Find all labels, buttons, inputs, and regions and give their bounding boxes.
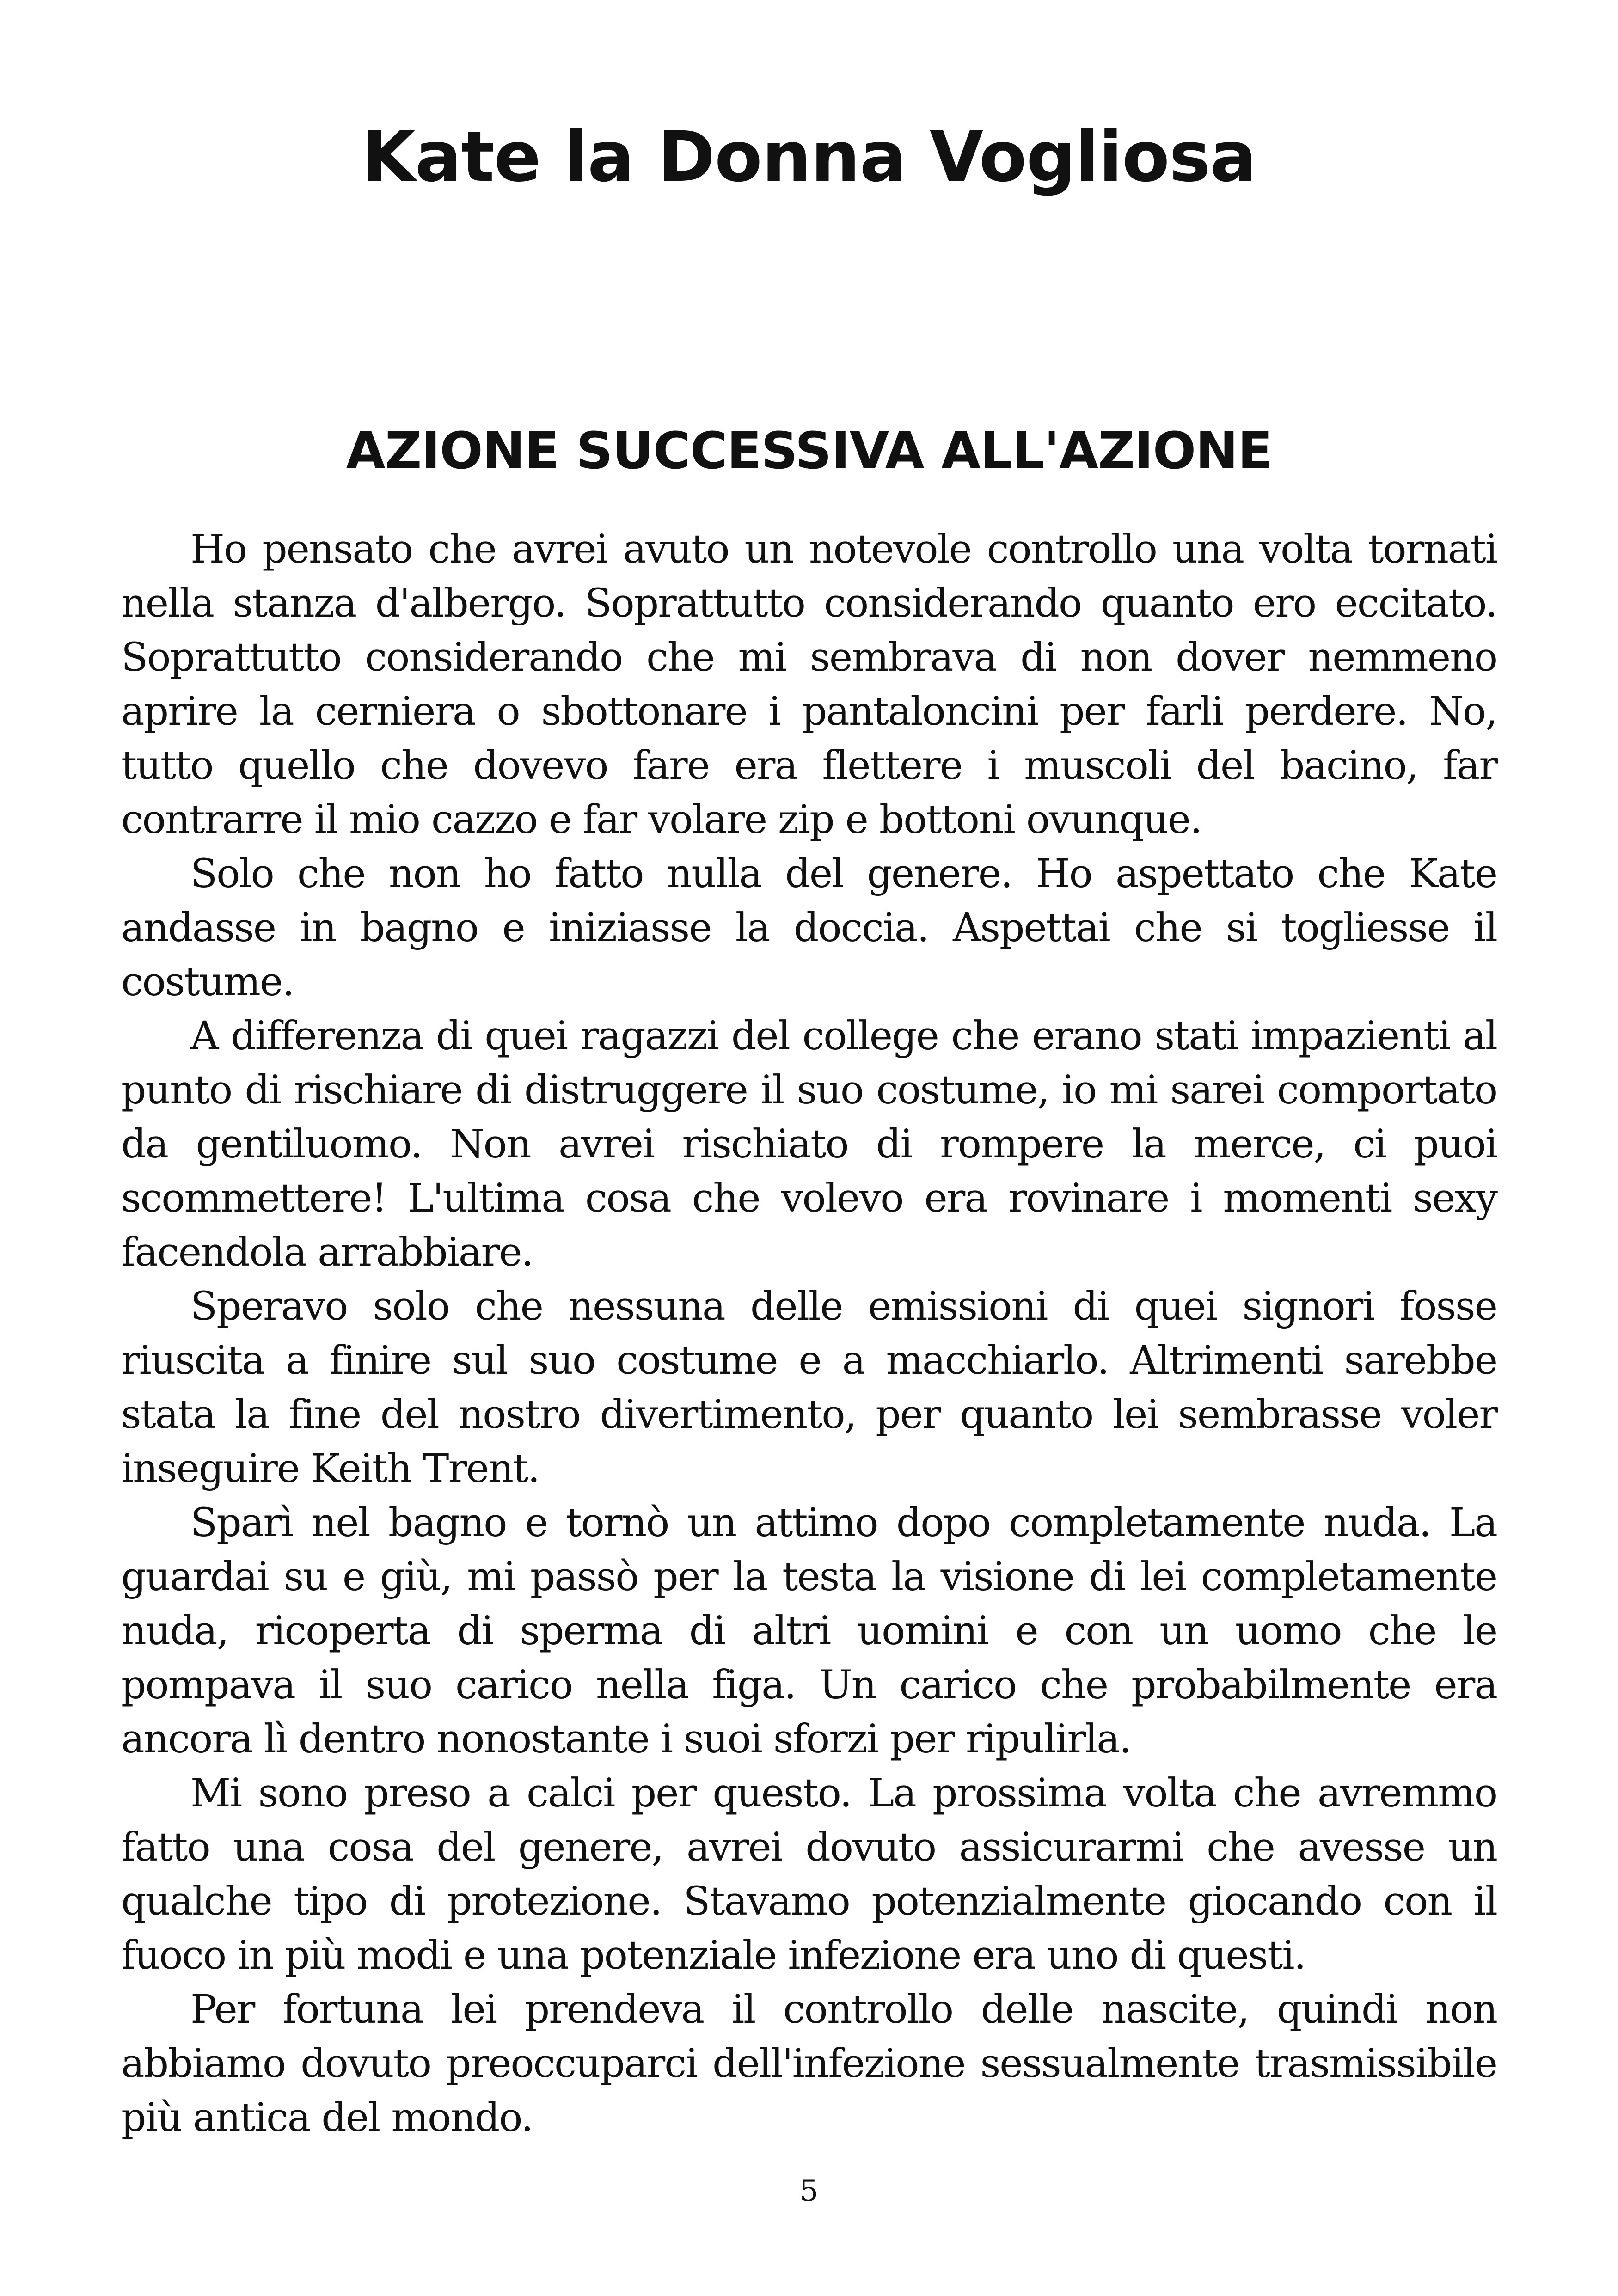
chapter-title: AZIONE SUCCESSIVA ALL'AZIONE <box>346 421 1272 480</box>
chapter-body <box>121 522 1497 2145</box>
paragraph: Solo che non ho fatto nulla del genere. Ho aspettato che Kate andasse in bagno e iniziasse la doccia. Aspettai che si togliesse il costume. <box>121 851 1497 1005</box>
page-number: 5 <box>799 2174 819 2208</box>
paragraph: Sparì nel bagno e tornò un attimo dopo completamente nuda. La guardai su e giù, mi passò per la testa la visione di lei completamente nuda, ricoperta di sperma di altri uomini e con un uomo che le pompava il suo carico nella figa. Un carico che probabilmente era ancora lì dentro nonostante i suoi sforzi per ripulirla. <box>121 1500 1497 1762</box>
paragraph: Speravo solo che nessuna delle emissioni di quei signori fosse riuscita a finire sul suo costume e a macchiarlo. Altrimenti sarebbe stata la fine del nostro divertimento, per quanto lei sembrasse voler inseguire Keith Trent. <box>121 1284 1497 1492</box>
paragraph: Per fortuna lei prendeva il controllo delle nascite, quindi non abbiamo dovuto preoccuparci dell'infezione sessualmente trasmissibile più antica del mondo. <box>121 1987 1497 2141</box>
paragraph: Mi sono preso a calci per questo. La prossima volta che avremmo fatto una cosa del genere, avrei dovuto assicurarmi che avesse un qualche tipo di protezione. Stavamo potenzialmente giocando con il fuoco in più modi e una potenziale infezione era uno di questi. <box>121 1770 1497 1978</box>
paragraph: Ho pensato che avrei avuto un notevole controllo una volta tornati nella stanza d'albergo. Soprattutto considerando quanto ero eccitato. Soprattutto considerando che mi sembrava di non dover nemmeno aprire la cerniera o sbottonare i pantaloncini per farli perdere. No, tutto quello che dovevo fare era flettere i muscoli del bacino, far contrarre il mio cazzo e far volare zip e bottoni ovunque. <box>121 527 1497 843</box>
paragraph: A differenza di quei ragazzi del college che erano stati impazienti al punto di rischiare di distruggere il suo costume, io mi sarei comportato da gentiluomo. Non avrei rischiato di rompere la merce, ci puoi scommettere! L'ultima cosa che volevo era rovinare i momenti sexy facendola arrabbiare. <box>121 1013 1497 1275</box>
book-title: Kate la Donna Vogliosa <box>362 117 1256 197</box>
